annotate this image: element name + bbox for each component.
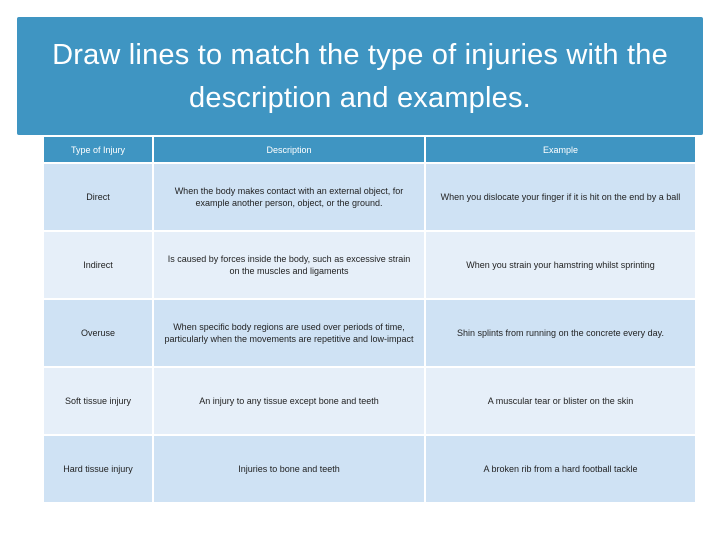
injury-type-cell: Soft tissue injury bbox=[44, 367, 153, 435]
table-row bbox=[44, 299, 695, 367]
header-example: Example bbox=[425, 137, 695, 163]
slide-title: Draw lines to match the type of injuries with the description and examples. bbox=[52, 39, 668, 114]
table-row bbox=[44, 435, 695, 502]
description-cell: An injury to any tissue except bone and teeth bbox=[153, 367, 425, 435]
description-cell: When the body makes contact with an external object, for example another person, object, or the ground. bbox=[153, 163, 425, 231]
table-row bbox=[44, 163, 695, 231]
example-cell: When you strain your hamstring whilst sprinting bbox=[425, 231, 695, 299]
example-cell: A broken rib from a hard football tackle bbox=[425, 435, 695, 502]
injury-table-container bbox=[44, 137, 695, 513]
injury-type-cell: Overuse bbox=[44, 299, 153, 367]
example-cell: A muscular tear or blister on the skin bbox=[425, 367, 695, 435]
injury-type-cell: Indirect bbox=[44, 231, 153, 299]
description-cell: Injuries to bone and teeth bbox=[153, 435, 425, 502]
description-cell: When specific body regions are used over periods of time, particularly when the movements are repetitive and low-impact bbox=[153, 299, 425, 367]
header-type-of-injury: Type of Injury bbox=[44, 137, 153, 163]
injury-table bbox=[44, 137, 695, 502]
injury-type-cell: Hard tissue injury bbox=[44, 435, 153, 502]
table-row bbox=[44, 367, 695, 435]
injury-type-cell: Direct bbox=[44, 163, 153, 231]
table-header-row bbox=[44, 137, 695, 163]
example-cell: When you dislocate your finger if it is hit on the end by a ball bbox=[425, 163, 695, 231]
header-description: Description bbox=[153, 137, 425, 163]
example-cell: Shin splints from running on the concrete every day. bbox=[425, 299, 695, 367]
description-cell: Is caused by forces inside the body, such as excessive strain on the muscles and ligaments bbox=[153, 231, 425, 299]
table-row bbox=[44, 231, 695, 299]
